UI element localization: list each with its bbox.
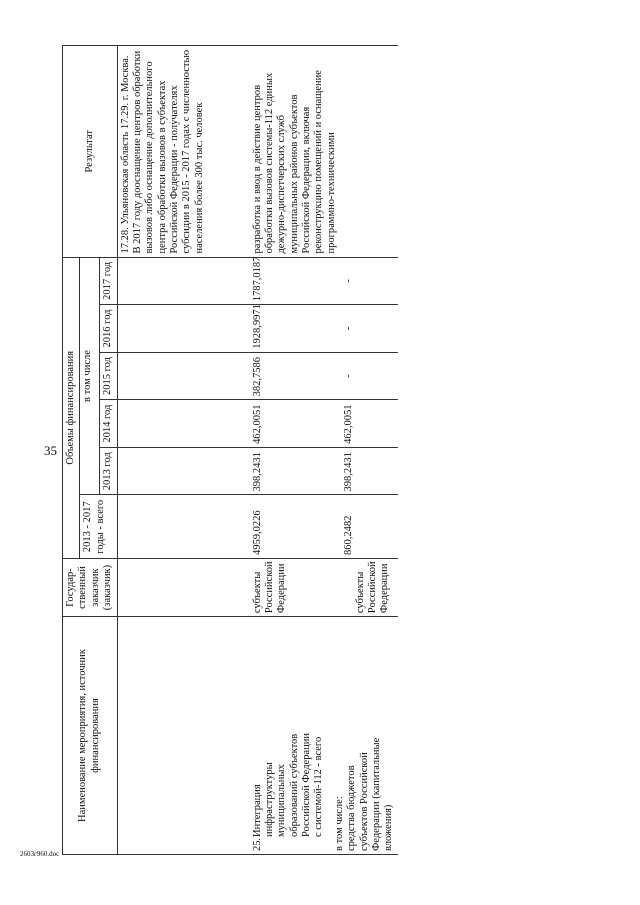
- footer-file-code: 2603г960.doc: [20, 850, 60, 858]
- item-result: разработка и ввод в действие центров обработки вызовов системы-112 единых дежурно-диспетчерских служб муниципальных районов субъектов Российской Федерации, включая реконструкцию помещений и оснащение программно-техническими: [250, 46, 398, 258]
- table-row-continued: [117, 46, 250, 855]
- rotated-document: [62, 45, 582, 855]
- item-total: 4959,0226: [251, 510, 263, 555]
- financing-table: [62, 45, 398, 855]
- header-including: в том числе: [80, 257, 100, 495]
- header-volumes: Объемы финансирования: [63, 257, 80, 558]
- item-name: Интеграция инфраструктуры муниципальных образований субъектов Российской Федерации с системой-112 - всего: [251, 733, 325, 837]
- sub-item-total: 860,2482: [342, 515, 354, 555]
- header-year-2013: 2013 год: [100, 447, 117, 495]
- item-2017: 1787,0187: [251, 256, 263, 302]
- including-label: в том числе:: [333, 796, 345, 851]
- item-customer: субъекты Российской Федерации: [251, 561, 288, 614]
- table-header: [63, 46, 118, 855]
- header-year-2015: 2015 год: [100, 352, 117, 400]
- sub-item-2016: -: [342, 326, 354, 331]
- sub-item-2015: -: [342, 374, 354, 378]
- table-row-item-25: [250, 46, 398, 855]
- header-result: Результат: [63, 46, 118, 258]
- header-year-2017: 2017 год: [100, 257, 117, 305]
- header-name: Наименование мероприятия, источник финансирования: [63, 617, 118, 855]
- item-2013: 398,2431: [251, 452, 263, 492]
- page-number: 35: [44, 443, 57, 458]
- continued-result-text: 17.28. Ульяновская область 17.29. г. Москва. В 2017 году дооснащение центров обработки вызовов либо оснащение дополнительного центра обработки вызовов в субъектах Российской Федерации - получателях субсидии в 2015 - 2017 годах с численностью населения более 300 тыс. человек: [117, 46, 250, 258]
- header-customer: Государ-ственный заказчик (заказчик): [63, 558, 118, 616]
- sub-item-2014: 462,0051: [342, 404, 354, 444]
- sub-item-name: средства бюджетов субъектов Российской Федерации (капитальные вложения): [346, 737, 395, 851]
- header-year-2014: 2014 год: [100, 400, 117, 448]
- header-year-2016: 2016 год: [100, 305, 117, 353]
- item-2016: 1928,9971: [251, 304, 263, 349]
- sub-item-2013: 398,2431: [342, 452, 354, 492]
- sub-item-2017: -: [342, 279, 354, 283]
- item-number: 25.: [251, 837, 263, 851]
- item-2014: 462,0051: [251, 404, 263, 444]
- item-2015: 382,7586: [251, 356, 263, 397]
- sub-item-customer: субъекты Российской Федерации: [354, 561, 391, 614]
- header-total: 2013 - 2017 годы - всего: [80, 495, 117, 558]
